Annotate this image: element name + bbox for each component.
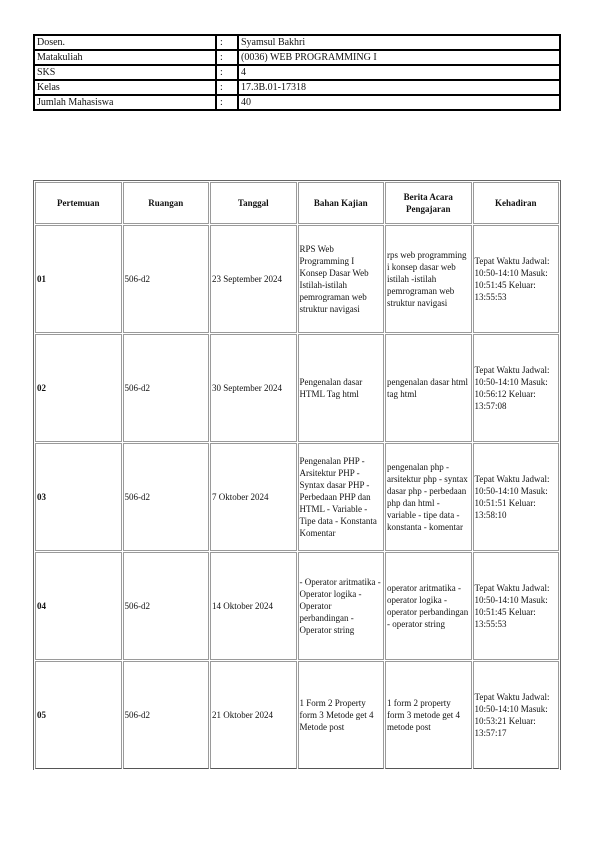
cell-berita-acara: 1 form 2 property form 3 metode get 4 metode post [385, 661, 472, 769]
cell-ruangan: 506-d2 [123, 225, 210, 333]
cell-ruangan: 506-d2 [123, 334, 210, 442]
info-label: SKS [34, 65, 216, 80]
column-header-ruangan: Ruangan [123, 182, 210, 224]
info-label: Dosen. [34, 35, 216, 50]
info-value: Syamsul Bakhri [238, 35, 560, 50]
cell-berita-acara: pengenalan php - arsitektur php - syntax dasar php - perbedaan php dan html - variable - tipe data - konstanta - komentar [385, 443, 472, 551]
cell-pertemuan: 05 [35, 661, 122, 769]
column-header-berita-acara: Berita Acara Pengajaran [385, 182, 472, 224]
table-row [35, 443, 559, 551]
cell-bahan-kajian: Pengenalan dasar HTML Tag html [298, 334, 385, 442]
info-row-matakuliah [34, 50, 560, 65]
info-value: 4 [238, 65, 560, 80]
cell-ruangan: 506-d2 [123, 661, 210, 769]
column-header-pertemuan: Pertemuan [35, 182, 122, 224]
cell-kehadiran: Tepat Waktu Jadwal: 10:50-14:10 Masuk: 10:53:21 Keluar: 13:57:17 [473, 661, 560, 769]
cell-tanggal: 23 September 2024 [210, 225, 297, 333]
info-value: 40 [238, 95, 560, 110]
cell-kehadiran: Tepat Waktu Jadwal: 10:50-14:10 Masuk: 10:51:45 Keluar: 13:55:53 [473, 225, 560, 333]
info-row-jumlah-mahasiswa [34, 95, 560, 110]
info-separator: : [216, 65, 238, 80]
info-value: (0036) WEB PROGRAMMING I [238, 50, 560, 65]
cell-bahan-kajian: - Operator aritmatika - Operator logika - Operator perbandingan - Operator string [298, 552, 385, 660]
cell-kehadiran: Tepat Waktu Jadwal: 10:50-14:10 Masuk: 10:56:12 Keluar: 13:57:08 [473, 334, 560, 442]
info-row-dosen [34, 35, 560, 50]
course-info-table [33, 34, 561, 111]
cell-pertemuan: 02 [35, 334, 122, 442]
cell-ruangan: 506-d2 [123, 443, 210, 551]
cell-pertemuan: 03 [35, 443, 122, 551]
info-label: Kelas [34, 80, 216, 95]
table-row [35, 661, 559, 769]
table-row [35, 552, 559, 660]
cell-kehadiran: Tepat Waktu Jadwal: 10:50-14:10 Masuk: 10:51:51 Keluar: 13:58:10 [473, 443, 560, 551]
info-row-kelas [34, 80, 560, 95]
info-separator: : [216, 80, 238, 95]
cell-berita-acara: rps web programming i konsep dasar web istilah -istilah pemrograman web struktur navigasi [385, 225, 472, 333]
cell-bahan-kajian: Pengenalan PHP - Arsitektur PHP - Syntax dasar PHP - Perbedaan PHP dan HTML - Variable - Tipe data - Konstanta Komentar [298, 443, 385, 551]
cell-ruangan: 506-d2 [123, 552, 210, 660]
cell-tanggal: 21 Oktober 2024 [210, 661, 297, 769]
cell-tanggal: 14 Oktober 2024 [210, 552, 297, 660]
cell-bahan-kajian: 1 Form 2 Property form 3 Metode get 4 Metode post [298, 661, 385, 769]
attendance-header-row [35, 182, 559, 224]
info-separator: : [216, 95, 238, 110]
info-separator: : [216, 35, 238, 50]
cell-bahan-kajian: RPS Web Programming I Konsep Dasar Web Istilah-istilah pemrograman web struktur navigasi [298, 225, 385, 333]
column-header-bahan-kajian: Bahan Kajian [298, 182, 385, 224]
cell-berita-acara: operator aritmatika - operator logika - operator perbandingan - operator string [385, 552, 472, 660]
column-header-kehadiran: Kehadiran [473, 182, 560, 224]
cell-tanggal: 7 Oktober 2024 [210, 443, 297, 551]
cell-pertemuan: 01 [35, 225, 122, 333]
info-value: 17.3B.01-17318 [238, 80, 560, 95]
cell-berita-acara: pengenalan dasar html tag html [385, 334, 472, 442]
cell-kehadiran: Tepat Waktu Jadwal: 10:50-14:10 Masuk: 10:51:45 Keluar: 13:55:53 [473, 552, 560, 660]
info-label: Jumlah Mahasiswa [34, 95, 216, 110]
cell-tanggal: 30 September 2024 [210, 334, 297, 442]
table-row [35, 225, 559, 333]
table-row [35, 334, 559, 442]
info-row-sks [34, 65, 560, 80]
cell-pertemuan: 04 [35, 552, 122, 660]
attendance-table [33, 180, 561, 770]
column-header-tanggal: Tanggal [210, 182, 297, 224]
info-separator: : [216, 50, 238, 65]
info-label: Matakuliah [34, 50, 216, 65]
